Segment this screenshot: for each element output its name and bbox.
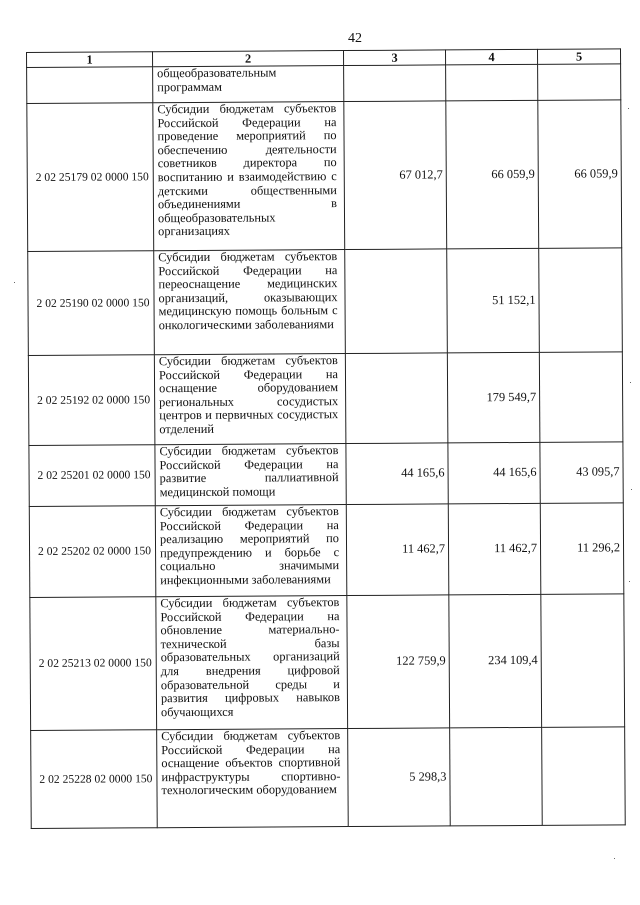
table-row [27,100,622,252]
budget-table [26,48,626,829]
code-cell: 2 02 25213 02 0000 150 [30,597,157,731]
amount-col5-cell [542,727,626,826]
description-cell: Субсидии бюджетам субъектов Российской Федерации на обновление материально-технической базы образовательных организаций для внедрения цифровой образовательной среды и развития цифровых навыков обучающихся [156,596,348,730]
code-cell: 2 02 25201 02 0000 150 [29,445,155,507]
column-header-1: 1 [27,52,153,68]
amount-col4-cell: 66 059,9 [446,100,539,249]
description-cell: Субсидии бюджетам субъектов Российской Федерации на проведение мероприятий по обеспечению деятельности советников директора по воспитанию и взаимодействию с детскими общественными объединениями в общеобразовательных организациях [153,102,345,251]
code-cell: 2 02 25228 02 0000 150 [31,730,158,829]
amount-col4-cell [450,727,543,826]
code-cell: 2 02 25190 02 0000 150 [28,251,155,356]
description-cell: Субсидии бюджетам субъектов Российской Федерации на оснащение объектов спортивной инфраструктуры спортивно-технологическим оборудованием [157,729,349,828]
description-cell: Субсидии бюджетам субъектов Российской Федерации на оснащение оборудованием региональных сосудистых центров и первичных сосудистых отделений [154,354,346,445]
description-cell: Субсидии бюджетам субъектов Российской Федерации на развитие паллиативной медицинской помощи [155,444,346,506]
scan-speck [14,282,15,283]
amount-col4-cell: 11 462,7 [448,503,541,595]
description-cell: Субсидии бюджетам субъектов Российской Федерации на переоснащение медицинских организаций, оказывающих медицинскую помощь больным с онкологическими заболеваниями [154,250,346,355]
table-row [28,352,623,446]
amount-col5-cell [539,248,623,353]
table-row [27,64,621,104]
column-header-2: 2 [153,51,344,67]
amount-col5-cell: 66 059,9 [538,100,622,249]
table-row [31,727,626,829]
amount-col4-cell: 179 549,7 [447,352,540,443]
table-row [29,442,623,507]
amount-col3-cell: 122 759,9 [347,595,450,729]
scan-speck [630,382,631,383]
amount-col3-cell: 44 165,6 [346,443,448,505]
amount-col3-cell [344,65,446,102]
code-cell: 2 02 25192 02 0000 150 [28,355,155,446]
amount-col4-cell: 44 165,6 [448,442,540,504]
amount-col5-cell: 11 296,2 [540,503,624,595]
amount-col5-cell [538,64,621,101]
page-number: 42 [348,31,362,46]
scan-speck [631,489,632,490]
amount-col4-cell [446,64,538,101]
column-header-3: 3 [343,50,445,66]
amount-col5-cell [541,594,625,728]
amount-col5-cell [539,352,623,443]
amount-col3-cell: 67 012,7 [344,101,447,250]
table-row [30,594,625,731]
amount-col3-cell: 11 462,7 [346,504,449,596]
amount-col3-cell [345,353,448,444]
description-cell: общеобразовательным программам [153,66,344,103]
amount-col4-cell: 51 152,1 [447,248,540,353]
amount-col3-cell: 5 298,3 [348,728,451,827]
code-cell: 2 02 25202 02 0000 150 [29,506,156,598]
column-header-5: 5 [537,49,620,65]
scan-speck [629,581,630,582]
code-cell: 2 02 25179 02 0000 150 [27,103,154,252]
amount-col4-cell: 234 109,4 [449,594,542,728]
code-cell [27,67,153,104]
table-row [29,503,624,598]
amount-col5-cell: 43 095,7 [540,442,623,504]
amount-col3-cell [345,249,448,354]
description-cell: Субсидии бюджетам субъектов Российской Федерации на реализацию мероприятий по предупреждению и борьбе с социально значимыми инфекционными заболеваниями [155,505,347,597]
scan-speck [614,858,615,859]
table-row [28,248,623,356]
column-header-4: 4 [445,49,537,65]
scan-speck [628,108,629,109]
